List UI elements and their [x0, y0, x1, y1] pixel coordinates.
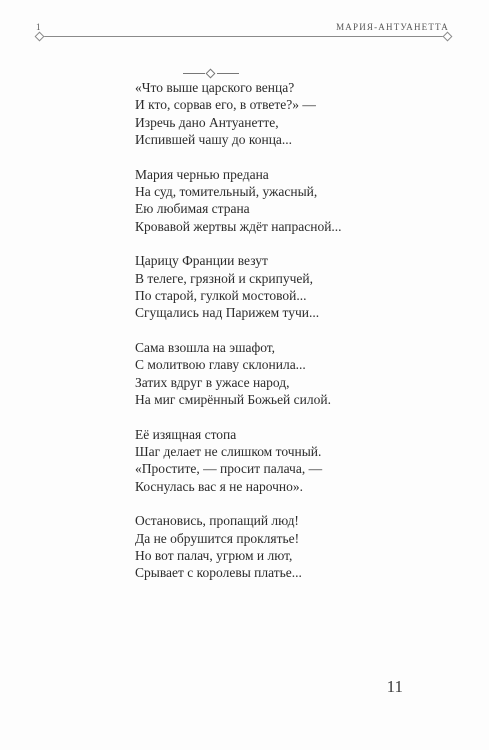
stanza-5: [135, 426, 342, 495]
stanza-1: [135, 79, 342, 148]
poem-line: Затих вдруг в ужасе народ,: [135, 374, 290, 390]
page-number: 11: [386, 677, 403, 696]
poem-line: Остановись, пропащий люд!: [135, 513, 299, 529]
diamond-ornament-icon: [183, 70, 239, 78]
poem: [135, 79, 342, 599]
poem-line: Сгущались над Парижем тучи...: [135, 305, 320, 321]
poem-line: Сама взошла на эшафот,: [135, 340, 276, 356]
stanza-3: [135, 252, 342, 321]
poem-line: На миг смирённый Божьей силой.: [135, 391, 331, 407]
stanza-6: [135, 512, 342, 581]
poem-line: «Простите, — просит палача, —: [135, 461, 323, 477]
poem-line: Да не обрушится проклятье!: [135, 530, 300, 546]
section-number: 1: [36, 22, 41, 32]
poem-line: Коснулась вас я не нарочно».: [135, 478, 304, 494]
stanza-4: [135, 339, 342, 408]
poem-line: «Что выше царского венца?: [135, 80, 295, 95]
poem-line: Шаг делает не слишком точный.: [135, 444, 322, 460]
rule-diamond-left-icon: [35, 32, 45, 42]
header-rule: [40, 36, 447, 37]
running-title: МАРИЯ-АНТУАНЕТТА: [336, 22, 449, 32]
poem-line: Ею любимая страна: [135, 201, 250, 217]
poem-line: В телеге, грязной и скрипучей,: [135, 270, 313, 286]
poem-line: Мария чернью предана: [135, 166, 269, 182]
stanza-2: [135, 166, 342, 235]
poem-line: На суд, томительный, ужасный,: [135, 183, 318, 199]
poem-line: Срывает с королевы платье...: [135, 565, 302, 581]
poem-line: И кто, сорвав его, в ответе?» —: [135, 97, 316, 113]
poem-line: Но вот палач, угрюм и лют,: [135, 548, 293, 564]
poem-line: Испившей чашу до конца...: [135, 131, 293, 147]
rule-diamond-right-icon: [443, 32, 453, 42]
poem-line: Кровавой жертвы ждёт напрасной...: [135, 218, 342, 234]
poem-line: Изречь дано Антуанетте,: [135, 114, 279, 130]
poem-line: Царицу Франции везут: [135, 253, 268, 269]
poem-line: По старой, гулкой мостовой...: [135, 287, 307, 303]
poem-line: С молитвою главу склонила...: [135, 357, 306, 373]
poem-line: Её изящная стопа: [135, 426, 237, 442]
